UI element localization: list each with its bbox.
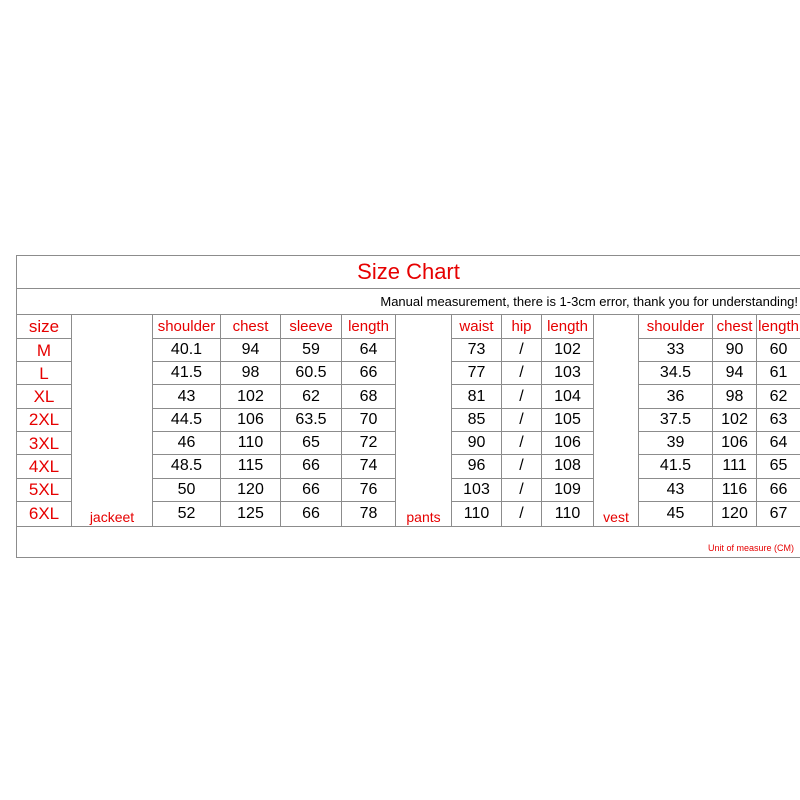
- pants-waist-header: waist: [452, 314, 502, 338]
- jacket-chest-cell: 106: [221, 408, 281, 431]
- jacket-label-spacer: [72, 408, 153, 431]
- pants-hip-cell: /: [502, 385, 542, 408]
- pants-label: pants: [396, 501, 452, 526]
- pants-label-spacer: [396, 478, 452, 501]
- jacket-label-spacer: [72, 314, 153, 338]
- jacket-length-cell: 78: [342, 501, 396, 526]
- size-chart-table: [16, 255, 800, 558]
- jacket-shoulder-cell: 52: [153, 501, 221, 526]
- vest-label-spacer: [594, 338, 639, 361]
- pants-length-cell: 110: [542, 501, 594, 526]
- vest-shoulder-cell: 34.5: [639, 362, 713, 385]
- table-row: [17, 385, 800, 408]
- jacket-chest-cell: 120: [221, 478, 281, 501]
- pants-length-cell: 105: [542, 408, 594, 431]
- vest-shoulder-cell: 45: [639, 501, 713, 526]
- vest-chest-cell: 98: [713, 385, 757, 408]
- jacket-chest-cell: 110: [221, 432, 281, 455]
- jacket-length-cell: 66: [342, 362, 396, 385]
- vest-chest-cell: 94: [713, 362, 757, 385]
- vest-chest-cell: 102: [713, 408, 757, 431]
- pants-waist-cell: 77: [452, 362, 502, 385]
- jacket-shoulder-header: shoulder: [153, 314, 221, 338]
- pants-label-spacer: [396, 314, 452, 338]
- pants-waist-cell: 110: [452, 501, 502, 526]
- pants-label-spacer: [396, 455, 452, 478]
- jacket-length-header: length: [342, 314, 396, 338]
- header-row: [17, 314, 800, 338]
- pants-waist-cell: 90: [452, 432, 502, 455]
- table-row: [17, 478, 800, 501]
- pants-length-cell: 102: [542, 338, 594, 361]
- vest-length-cell: 61: [757, 362, 800, 385]
- vest-label-spacer: [594, 385, 639, 408]
- pants-hip-cell: /: [502, 362, 542, 385]
- pants-hip-header: hip: [502, 314, 542, 338]
- jacket-sleeve-header: sleeve: [281, 314, 342, 338]
- pants-hip-cell: /: [502, 408, 542, 431]
- jacket-length-cell: 68: [342, 385, 396, 408]
- vest-label: vest: [594, 501, 639, 526]
- pants-length-cell: 104: [542, 385, 594, 408]
- jacket-sleeve-cell: 60.5: [281, 362, 342, 385]
- table-row: [17, 501, 800, 526]
- table-row: [17, 362, 800, 385]
- pants-waist-cell: 96: [452, 455, 502, 478]
- jacket-chest-cell: 102: [221, 385, 281, 408]
- pants-hip-cell: /: [502, 432, 542, 455]
- size-cell: 3XL: [17, 432, 72, 455]
- vest-label-spacer: [594, 432, 639, 455]
- table-row: [17, 338, 800, 361]
- vest-length-cell: 63: [757, 408, 800, 431]
- pants-label-spacer: [396, 432, 452, 455]
- vest-shoulder-cell: 39: [639, 432, 713, 455]
- pants-length-cell: 108: [542, 455, 594, 478]
- pants-length-cell: 109: [542, 478, 594, 501]
- vest-length-cell: 60: [757, 338, 800, 361]
- jacket-chest-header: chest: [221, 314, 281, 338]
- pants-waist-cell: 103: [452, 478, 502, 501]
- size-header: size: [17, 314, 72, 338]
- jacket-length-cell: 70: [342, 408, 396, 431]
- measurement-note: Manual measurement, there is 1-3cm error, thank you for understanding!: [17, 289, 800, 314]
- vest-chest-cell: 120: [713, 501, 757, 526]
- jacket-length-cell: 74: [342, 455, 396, 478]
- chart-title: Size Chart: [17, 256, 800, 289]
- vest-length-header: length: [757, 314, 800, 338]
- size-cell: 4XL: [17, 455, 72, 478]
- vest-label-spacer: [594, 314, 639, 338]
- vest-label-spacer: [594, 478, 639, 501]
- jacket-chest-cell: 115: [221, 455, 281, 478]
- jacket-length-cell: 72: [342, 432, 396, 455]
- pants-label-spacer: [396, 385, 452, 408]
- size-cell: 6XL: [17, 501, 72, 526]
- jacket-length-cell: 64: [342, 338, 396, 361]
- jacket-shoulder-cell: 46: [153, 432, 221, 455]
- jacket-chest-cell: 125: [221, 501, 281, 526]
- vest-length-cell: 67: [757, 501, 800, 526]
- jacket-label-spacer: [72, 455, 153, 478]
- jacket-shoulder-cell: 44.5: [153, 408, 221, 431]
- jacket-shoulder-cell: 48.5: [153, 455, 221, 478]
- vest-length-cell: 66: [757, 478, 800, 501]
- vest-label-spacer: [594, 362, 639, 385]
- pants-waist-cell: 81: [452, 385, 502, 408]
- size-cell: 5XL: [17, 478, 72, 501]
- vest-chest-header: chest: [713, 314, 757, 338]
- jacket-sleeve-cell: 66: [281, 478, 342, 501]
- jacket-sleeve-cell: 66: [281, 501, 342, 526]
- pants-length-cell: 106: [542, 432, 594, 455]
- vest-chest-cell: 111: [713, 455, 757, 478]
- jacket-label-spacer: [72, 478, 153, 501]
- vest-length-cell: 65: [757, 455, 800, 478]
- vest-chest-cell: 106: [713, 432, 757, 455]
- jacket-label-spacer: [72, 338, 153, 361]
- pants-length-header: length: [542, 314, 594, 338]
- vest-shoulder-cell: 41.5: [639, 455, 713, 478]
- vest-shoulder-cell: 33: [639, 338, 713, 361]
- vest-label-spacer: [594, 408, 639, 431]
- size-cell: M: [17, 338, 72, 361]
- pants-label-spacer: [396, 408, 452, 431]
- unit-of-measure: Unit of measure (CM): [17, 526, 800, 557]
- pants-hip-cell: /: [502, 501, 542, 526]
- jacket-sleeve-cell: 59: [281, 338, 342, 361]
- jacket-shoulder-cell: 41.5: [153, 362, 221, 385]
- pants-hip-cell: /: [502, 478, 542, 501]
- table-row: [17, 432, 800, 455]
- jacket-label-spacer: [72, 362, 153, 385]
- pants-hip-cell: /: [502, 338, 542, 361]
- jacket-shoulder-cell: 43: [153, 385, 221, 408]
- jacket-sleeve-cell: 62: [281, 385, 342, 408]
- pants-label-spacer: [396, 338, 452, 361]
- vest-length-cell: 64: [757, 432, 800, 455]
- vest-shoulder-cell: 36: [639, 385, 713, 408]
- vest-shoulder-header: shoulder: [639, 314, 713, 338]
- jacket-length-cell: 76: [342, 478, 396, 501]
- jacket-chest-cell: 98: [221, 362, 281, 385]
- pants-waist-cell: 73: [452, 338, 502, 361]
- jacket-label-spacer: [72, 385, 153, 408]
- jacket-sleeve-cell: 65: [281, 432, 342, 455]
- pants-hip-cell: /: [502, 455, 542, 478]
- table-row: [17, 455, 800, 478]
- pants-length-cell: 103: [542, 362, 594, 385]
- vest-shoulder-cell: 37.5: [639, 408, 713, 431]
- table-row: [17, 408, 800, 431]
- jacket-label: jackeet: [72, 501, 153, 526]
- jacket-shoulder-cell: 50: [153, 478, 221, 501]
- jacket-chest-cell: 94: [221, 338, 281, 361]
- vest-length-cell: 62: [757, 385, 800, 408]
- size-cell: 2XL: [17, 408, 72, 431]
- jacket-shoulder-cell: 40.1: [153, 338, 221, 361]
- vest-label-spacer: [594, 455, 639, 478]
- jacket-sleeve-cell: 66: [281, 455, 342, 478]
- size-cell: L: [17, 362, 72, 385]
- pants-waist-cell: 85: [452, 408, 502, 431]
- vest-chest-cell: 90: [713, 338, 757, 361]
- jacket-label-spacer: [72, 432, 153, 455]
- pants-label-spacer: [396, 362, 452, 385]
- size-cell: XL: [17, 385, 72, 408]
- jacket-sleeve-cell: 63.5: [281, 408, 342, 431]
- vest-shoulder-cell: 43: [639, 478, 713, 501]
- vest-chest-cell: 116: [713, 478, 757, 501]
